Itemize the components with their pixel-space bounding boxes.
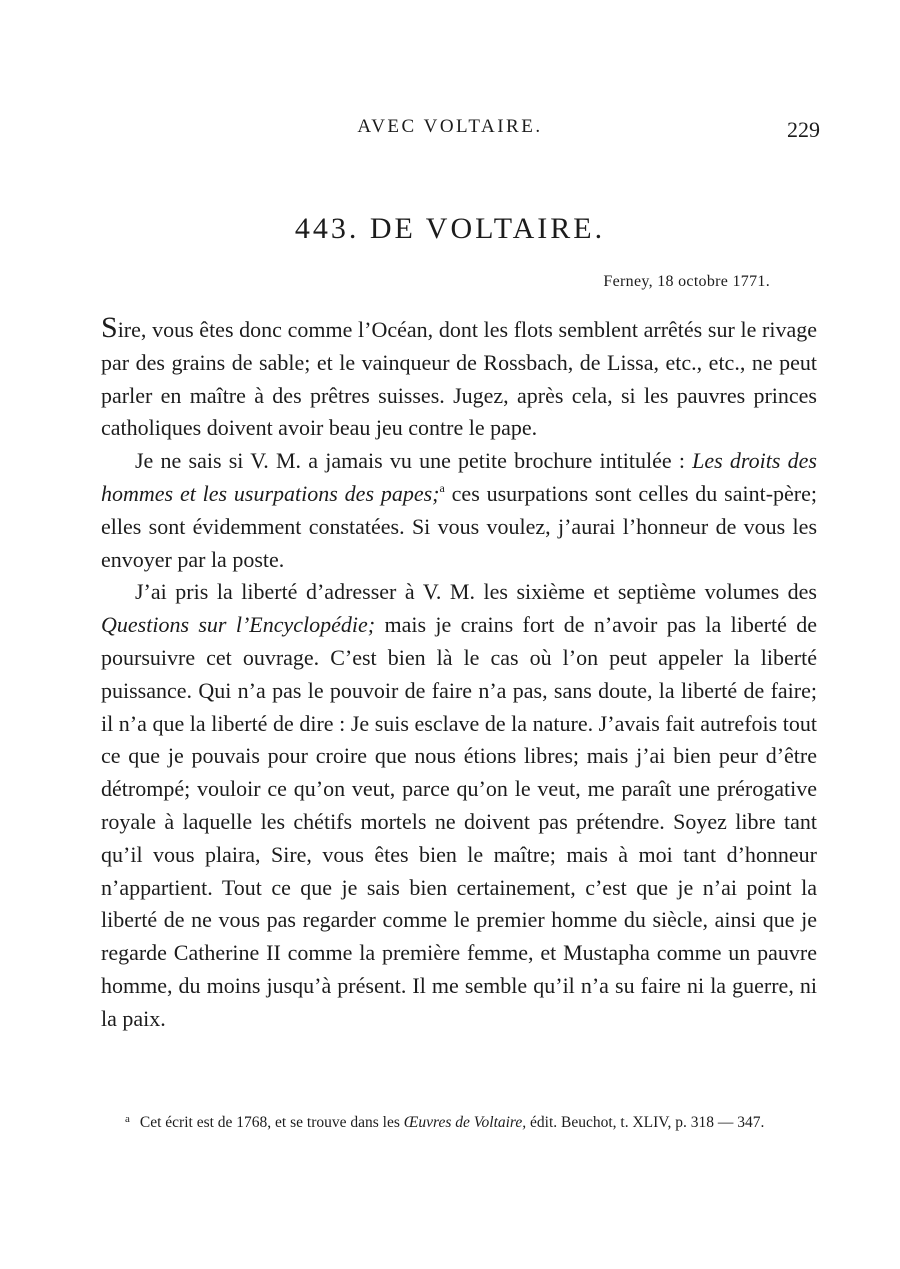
footnote (101, 1106, 817, 1136)
footnote-italic: Œuvres de Voltaire, (403, 1114, 527, 1131)
page-number: 229 (787, 117, 820, 142)
footnote-text-after: édit. Beuchot, t. XLIV, p. 318 — 347. (526, 1114, 765, 1131)
drop-capital: S (101, 311, 118, 344)
paragraph-1-text: ire, vous êtes donc comme l’Océan, dont les flots semblent arrêtés sur le rivage par des grains de sable; et le vainqueur de Rossbach, de Lissa, etc., etc., ne peut parler en maître à des prêtres suisses. Jugez, après cela, si les pauvres princes catholiques doivent avoir beau jeu contre le pape. (101, 317, 817, 441)
dateline: Ferney, 18 octobre 1771. (603, 273, 770, 290)
running-title: AVEC VOLTAIRE. (357, 116, 543, 137)
letter-body (101, 312, 817, 1036)
paragraph-3-text-after: mais je crains fort de n’avoir pas la liberté de poursuivre cet ouvrage. C’est bien là le cas où l’on peut appeler la liberté puissance. Qui n’a pas le pouvoir de faire n’a pas, sans doute, la liberté de faire; il n’a que la liberté de dire : Je suis esclave de la nature. J’avais fait autrefois tout ce que je pouvais pour croire que nous étions libres; mais j’ai bien peur d’être détrompé; vouloir ce qu’on veut, parce qu’on le veut, me paraît une prérogative royale à laquelle les chétifs mortels ne doivent pas prétendre. Soyez libre tant qu’il vous plaira, Sire, vous êtes bien le maître; mais à moi tant d’honneur n’appartient. Tout ce que je sais bien certainement, c’est que je n’ai point la liberté de ne vous pas regarder comme le premier homme du siècle, ainsi que je regarde Catherine II comme la première femme, et Mustapha comme un pauvre homme, du moins jusqu’à présent. Il me semble qu’il n’a su faire ni la guerre, ni la paix. (101, 612, 817, 1031)
footnote-text-before: Cet écrit est de 1768, et se trouve dans les (139, 1114, 404, 1131)
paragraph-3-italic-title: Questions sur l’Encyclopédie; (101, 612, 376, 638)
paragraph-2-text-after: ces usurpations sont celles du saint-père; elles sont évidemment constatées. Si vous voulez, j’aurai l’honneur de vous les envoyer par la poste. (101, 480, 817, 572)
paragraph-3 (101, 576, 817, 1035)
paragraph-3-text-before: J’ai pris la liberté d’adresser à V. M. les sixième et septième volumes des (135, 579, 817, 605)
paragraph-1 (101, 312, 817, 445)
letter-title: 443. DE VOLTAIRE. (294, 212, 606, 245)
footnote-mark: a (125, 1113, 130, 1125)
paragraph-2-text-before: Je ne sais si V. M. a jamais vu une petite brochure intitulée : (135, 448, 693, 474)
paragraph-2-italic-title: Les droits des hommes et les usurpations des papes; (101, 448, 817, 506)
footnote-reference: a (439, 480, 445, 495)
paragraph-2 (101, 445, 817, 576)
